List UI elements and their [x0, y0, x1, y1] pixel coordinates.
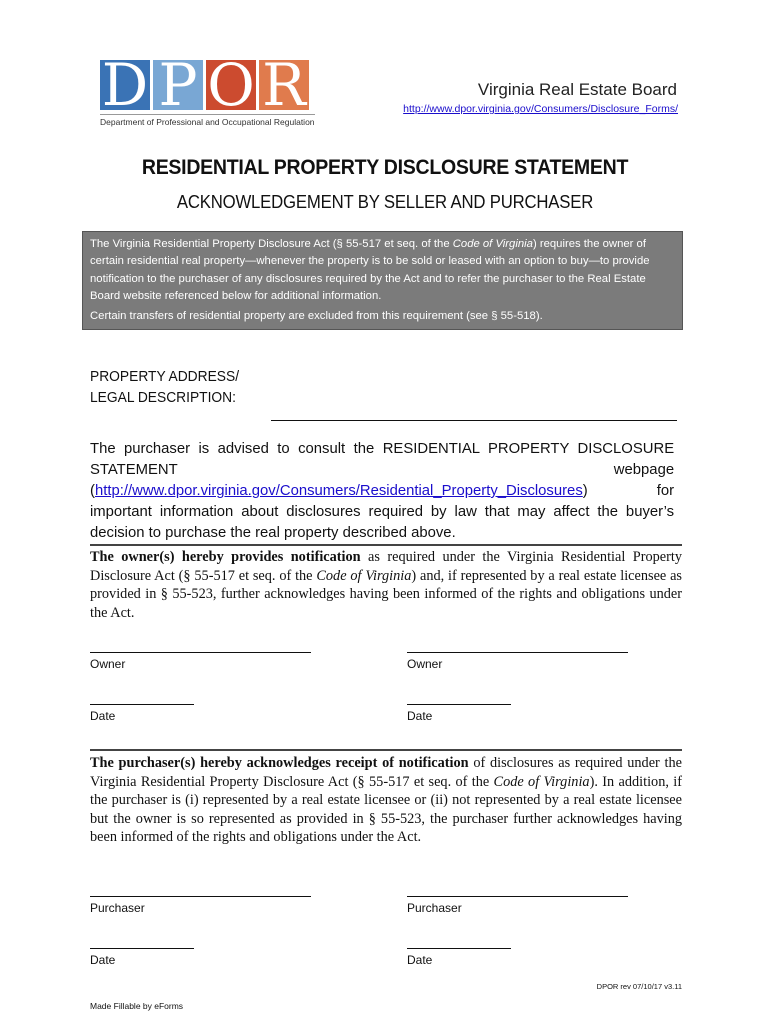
owner-signature-1-field[interactable] [90, 652, 311, 653]
owner-signature-1-label: Owner [90, 657, 126, 671]
eforms-footer: Made Fillable by eForms [90, 1001, 184, 1011]
property-address-field[interactable] [271, 402, 677, 421]
purchaser-section-divider [90, 749, 682, 751]
disclosure-forms-link[interactable]: http://www.dpor.virginia.gov/Consumers/Disclosure_Forms/ [403, 103, 678, 115]
owner-date-1-field[interactable] [90, 704, 194, 705]
purchaser-advisory: The purchaser is advised to consult the RESIDENTIAL PROPERTY DISCLOSURE STATEMENT webpage (http://www.dpor.virginia.gov/Consumers/Residential_Property_Disclosures) for important information about disclosures required by law that may affect the buyer’s decision to purchase the real property described above. [90, 440, 675, 541]
owner-notification-text: The owner(s) hereby provides notification as required under the Virginia Residential Property Disclosure Act (§ 55-517 et seq. of the Code of Virginia) and, if represented by a real estate licensee as provided in § 55-523, further acknowledges having been informed of the rights and obligations under the Act. [90, 549, 682, 621]
residential-disclosures-link[interactable]: http://www.dpor.virginia.gov/Consumers/Residential_Property_Disclosures [94, 482, 583, 499]
notice-paragraph-1: The Virginia Residential Property Disclosure Act (§ 55-517 et seq. of the Code of Virginia) requires the owner of certain residential real property—whenever the property is to be sold or leased with an option to buy—to provide notification to the purchaser of any disclosures required by the Act and to refer the purchaser to the Real Estate Board website referenced below for additional information. [90, 238, 650, 303]
document-subtitle: ACKNOWLEDGEMENT BY SELLER AND PURCHASER [176, 192, 594, 212]
owner-signature-2-field[interactable] [407, 652, 628, 653]
purchaser-date-2-label: Date [407, 953, 433, 967]
logo-caption: Department of Professional and Occupational Regulation [100, 114, 315, 127]
owner-date-2-label: Date [407, 709, 433, 723]
purchaser-signature-1-field[interactable] [90, 896, 311, 897]
purchaser-date-2-field[interactable] [407, 948, 511, 949]
logo-letter-d: D [101, 60, 149, 110]
property-address-label: PROPERTY ADDRESS/ LEGAL DESCRIPTION: [90, 368, 240, 406]
purchaser-signature-1-label: Purchaser [90, 901, 145, 915]
board-name: Virginia Real Estate Board [477, 80, 677, 99]
dpor-logo [100, 60, 315, 126]
purchaser-signature-2-label: Purchaser [407, 901, 462, 915]
logo-letter-r: R [259, 60, 309, 110]
logo-letter-p: P [153, 60, 203, 110]
revision-note: DPOR rev 07/10/17 v3.11 [596, 982, 682, 991]
purchaser-date-1-label: Date [90, 953, 116, 967]
notice-box [82, 231, 683, 330]
logo-letter-o: O [207, 60, 255, 110]
purchaser-signature-2-field[interactable] [407, 896, 628, 897]
owner-date-2-field[interactable] [407, 704, 511, 705]
purchaser-acknowledgement-text: The purchaser(s) hereby acknowledges receipt of notification of disclosures as required under the Virginia Residential Property Disclosure Act (§ 55-517 et seq. of the Code of Virginia). In addition, if the purchaser is (i) represented by a real estate licensee or (ii) not represented by a real estate licensee but the owner is so represented as provided in § 55-523, the purchaser further acknowledges having been informed of the rights and obligations under the Act. [90, 755, 682, 846]
owner-signature-2-label: Owner [407, 657, 443, 671]
purchaser-date-1-field[interactable] [90, 948, 194, 949]
owner-date-1-label: Date [90, 709, 116, 723]
document-title: RESIDENTIAL PROPERTY DISCLOSURE STATEMENT [141, 156, 629, 179]
owner-section-divider [90, 544, 682, 546]
notice-paragraph-2: Certain transfers of residential property are excluded from this requirement (see § 55-518). [90, 309, 543, 322]
